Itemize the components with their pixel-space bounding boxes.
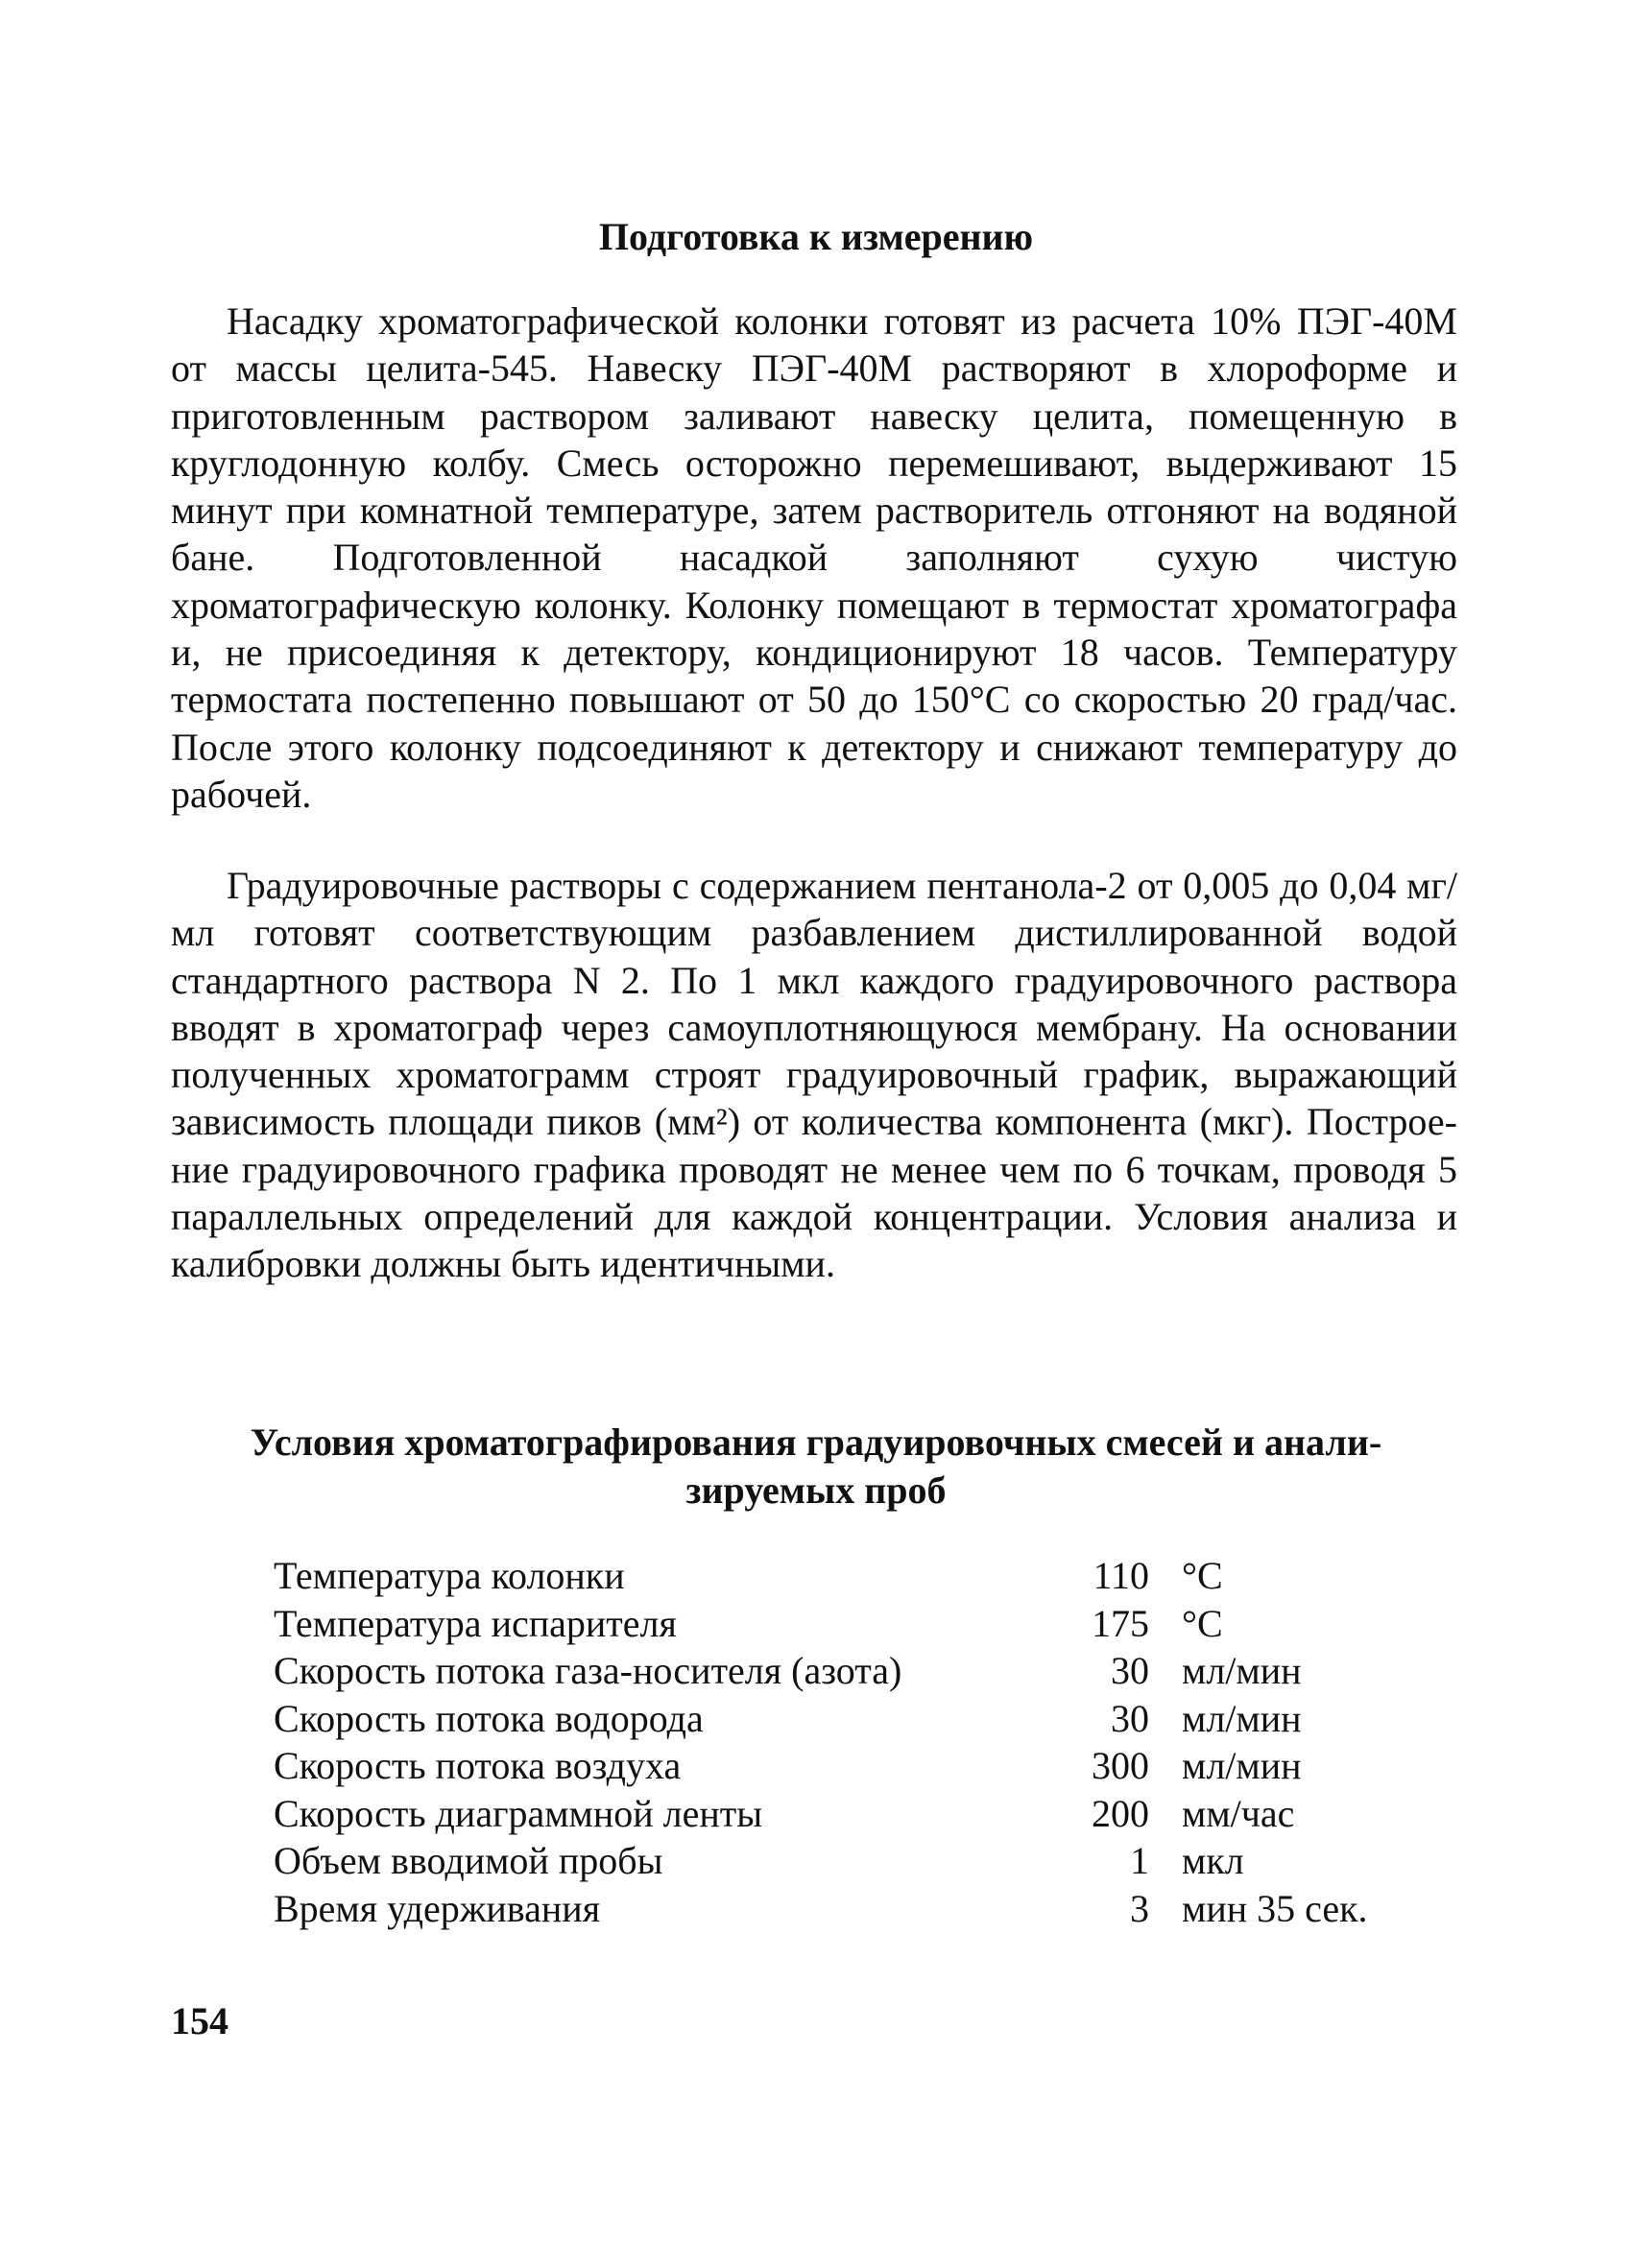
condition-row (274, 1886, 1368, 1934)
section-title-conditions: Условия хроматографирования градуировочных смесей и анали-зируемых проб (250, 1420, 1382, 1512)
condition-unit: мкл (1182, 1839, 1244, 1882)
condition-unit: мм/час (1182, 1791, 1295, 1835)
condition-unit: мл/мин (1182, 1649, 1302, 1692)
condition-unit: мл/мин (1182, 1696, 1302, 1740)
condition-value: 30 (1111, 1649, 1149, 1692)
condition-value: 200 (1092, 1791, 1149, 1835)
condition-param: Объем вводимой пробы (274, 1839, 663, 1882)
condition-value: 175 (1092, 1601, 1149, 1645)
condition-row (274, 1553, 1368, 1601)
conditions-table-body (274, 1553, 1368, 1933)
condition-unit: мин 35 сек. (1182, 1886, 1368, 1930)
condition-param: Температура испарителя (274, 1601, 677, 1645)
condition-unit: °С (1182, 1554, 1223, 1597)
condition-param: Скорость потока воздуха (274, 1744, 682, 1787)
condition-value: 110 (1093, 1554, 1149, 1597)
condition-value: 300 (1092, 1744, 1149, 1787)
condition-value: 3 (1130, 1886, 1149, 1930)
condition-param: Скорость диаграммной ленты (274, 1791, 763, 1835)
condition-unit: °С (1182, 1601, 1223, 1645)
condition-row (274, 1601, 1368, 1649)
condition-param: Скорость потока газа-носителя (азота) (274, 1649, 902, 1692)
section-title-preparation: Подготовка к измерению (598, 215, 1034, 258)
paragraph-calibration: Градуировочные растворы с содержанием пентанола-2 от 0,005 до 0,04 мг/мл готовят соответствующим разбавлением дистиллированной водой стандартного раствора N 2. По 1 мкл каждого градуировочного раствора вводят в хроматограф через самоуплотняющуюся мембрану. На основании полученных хроматограмм строят градуировочный график, выражающий зависимость площади пиков (мм²) от количества компонента (мкг). Построение градуировочного графика проводят не менее чем по 6 точкам, проводя 5 параллельных определений для каждой концентрации. Условия анализа и калибровки должны быть идентичными. (171, 864, 1457, 1286)
condition-value: 1 (1130, 1839, 1149, 1882)
condition-row (274, 1648, 1368, 1696)
conditions-table (274, 1553, 1368, 1933)
paragraph-column-packing: Насадку хроматографической колонки готовят из расчета 10% ПЭГ-40М от массы целита-545. Навеску ПЭГ-40М растворяют в хлороформе и приготовленным раствором заливают навеску целита, помещенную в круглодонную колбу. Смесь осторожно перемешивают, выдерживают 15 минут при комнатной температуре, затем растворитель отгоняют на водяной бане. Подготовленной насадкой заполняют сухую чистую хроматографическую колонку. Колонку помещают в термостат хроматографа и, не присоединяя к детектору, кондиционируют 18 часов. Температуру термостата постепенно повышают от 50 до 150°С со скоростью 20 град/час. После этого колонку подсоединяют к детектору и снижают температуру до рабочей. (171, 299, 1457, 816)
condition-unit: мл/мин (1182, 1744, 1302, 1787)
page-number: 154 (171, 1999, 228, 2042)
condition-param: Скорость потока водорода (274, 1696, 704, 1740)
condition-row (274, 1791, 1368, 1839)
condition-param: Время удерживания (274, 1886, 601, 1930)
condition-row (274, 1696, 1368, 1744)
condition-row (274, 1838, 1368, 1886)
condition-row (274, 1743, 1368, 1791)
condition-param: Температура колонки (274, 1554, 625, 1597)
condition-value: 30 (1111, 1696, 1149, 1740)
